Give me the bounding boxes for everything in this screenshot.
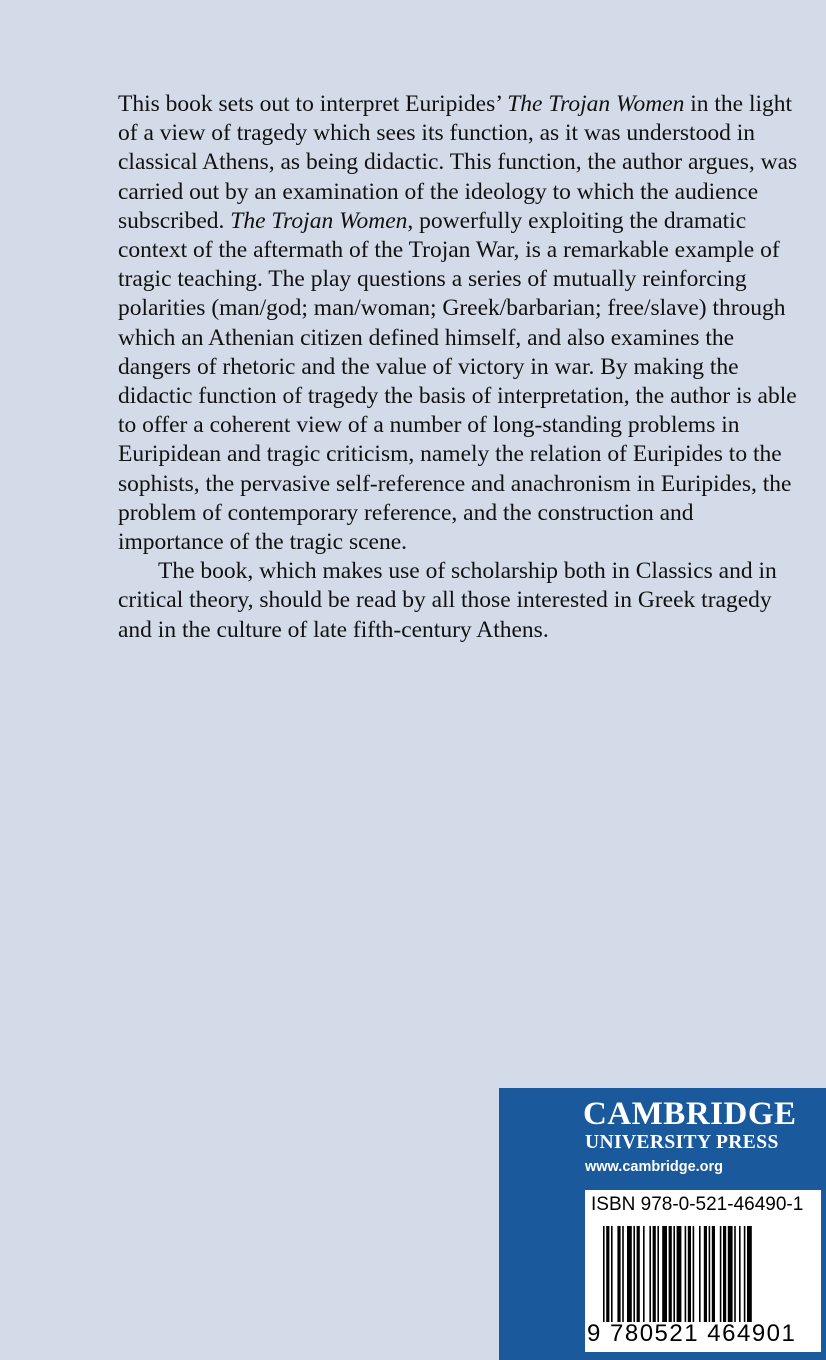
blurb-paragraph-2: The book, which makes use of scholarship both in Classics and in critical theory, should be read by all those interested in Greek tragedy and in the culture of late fifth-century Athens. <box>118 558 777 643</box>
publisher-url: www.cambridge.org <box>585 1159 724 1175</box>
book-title: The Trojan Women <box>230 207 408 234</box>
book-title: The Trojan Women <box>507 91 685 117</box>
blurb-text: This book sets out to interpret Euripides’ <box>118 91 508 117</box>
isbn-label: ISBN 978-0-521-46490-1 <box>591 1194 804 1215</box>
publisher-name: CAMBRIDGE <box>583 1096 797 1132</box>
blurb-text: , powerfully exploiting the dramatic context of the aftermath of the Trojan War, is a remarkable example of tragic teaching. The play questions a series of mutually reinforcing polarities (man/god; man/woman; Greek/barbarian; free/slave) through which an Athenian citizen defined himself, and also examines the dangers of rhetoric and the value of victory in war. By making the didactic function of tragedy the basis of interpretation, the author is able to offer a coherent view of a number of long-standing problems in Euripidean and tragic criticism, namely the relation of Euripides to the sophists, the pervasive self-reference and anachronism in Euripides, the problem of contemporary reference, and the construction and importance of the tragic scene. <box>118 207 797 556</box>
publisher-subtitle: UNIVERSITY PRESS <box>585 1132 779 1153</box>
blurb-paragraph-1 <box>118 90 798 557</box>
publisher-panel <box>499 1088 826 1360</box>
blurb <box>118 90 798 645</box>
barcode-box <box>585 1190 821 1352</box>
blurb-text: in the light of a view of tragedy which sees its function, as it was understood in classical Athens, as being didactic. This function, the author argues, was carried out by an examination of the ideology to which the audience subscribed. <box>118 91 798 234</box>
ean-digits: 9 780521 464901 <box>587 1320 797 1347</box>
